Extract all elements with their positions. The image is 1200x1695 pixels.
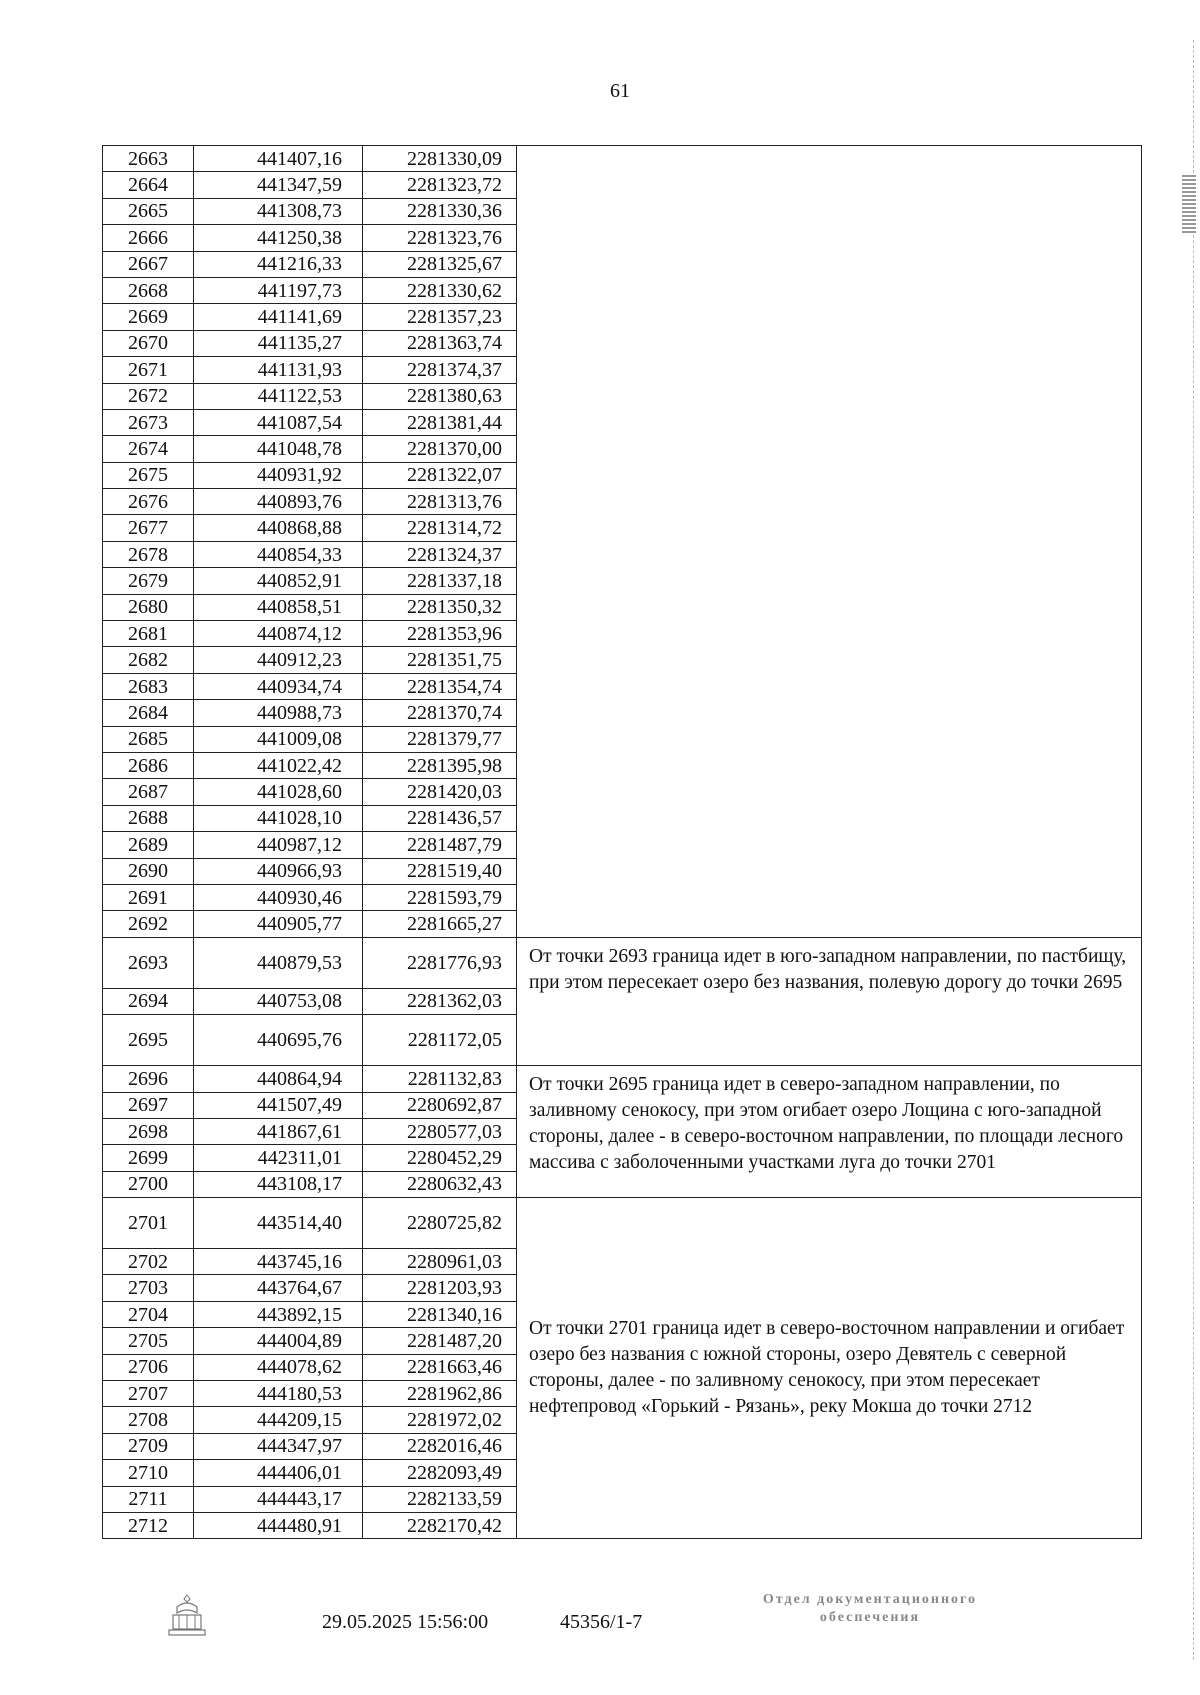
y-coordinate-cell: 2281436,57 (363, 805, 517, 831)
point-number-cell: 2691 (103, 884, 194, 910)
x-coordinate-cell: 441048,78 (194, 436, 363, 462)
x-coordinate-cell: 444209,15 (194, 1407, 363, 1433)
y-coordinate-cell: 2281663,46 (363, 1354, 517, 1380)
x-coordinate-cell: 440988,73 (194, 700, 363, 726)
footer-date: 29.05.2025 15:56:00 (322, 1611, 489, 1633)
point-number-cell: 2705 (103, 1328, 194, 1354)
boundary-description-cell: От точки 2693 граница идет в юго-западном направлении, по пастбищу, при этом пересекает озеро без названия, полевую дорогу до точки 2695 (517, 937, 1142, 1065)
x-coordinate-cell: 444443,17 (194, 1486, 363, 1512)
x-coordinate-cell: 440893,76 (194, 489, 363, 515)
x-coordinate-cell: 440987,12 (194, 832, 363, 858)
point-number-cell: 2703 (103, 1275, 194, 1301)
point-number-cell: 2680 (103, 594, 194, 620)
x-coordinate-cell: 441197,73 (194, 277, 363, 303)
x-coordinate-cell: 440966,93 (194, 858, 363, 884)
y-coordinate-cell: 2281962,86 (363, 1381, 517, 1407)
y-coordinate-cell: 2281776,93 (363, 937, 517, 988)
y-coordinate-cell: 2281370,74 (363, 700, 517, 726)
point-number-cell: 2689 (103, 832, 194, 858)
point-number-cell: 2675 (103, 462, 194, 488)
y-coordinate-cell: 2281353,96 (363, 621, 517, 647)
y-coordinate-cell: 2281395,98 (363, 752, 517, 778)
y-coordinate-cell: 2281313,76 (363, 489, 517, 515)
x-coordinate-cell: 440930,46 (194, 884, 363, 910)
point-number-cell: 2712 (103, 1512, 194, 1538)
y-coordinate-cell: 2281132,83 (363, 1066, 517, 1092)
y-coordinate-cell: 2282170,42 (363, 1512, 517, 1538)
point-number-cell: 2671 (103, 357, 194, 383)
point-number-cell: 2708 (103, 1407, 194, 1433)
point-number-cell: 2682 (103, 647, 194, 673)
x-coordinate-cell: 441122,53 (194, 383, 363, 409)
point-number-cell: 2672 (103, 383, 194, 409)
emblem-icon (165, 1593, 209, 1639)
point-number-cell: 2706 (103, 1354, 194, 1380)
x-coordinate-cell: 441022,42 (194, 752, 363, 778)
stamp-line-1: Отдел документационного (762, 1592, 978, 1607)
point-number-cell: 2707 (103, 1381, 194, 1407)
point-number-cell: 2700 (103, 1171, 194, 1197)
y-coordinate-cell: 2281330,62 (363, 277, 517, 303)
point-number-cell: 2664 (103, 172, 194, 198)
point-number-cell: 2665 (103, 198, 194, 224)
point-number-cell: 2668 (103, 277, 194, 303)
x-coordinate-cell: 444004,89 (194, 1328, 363, 1354)
x-coordinate-cell: 440753,08 (194, 988, 363, 1014)
y-coordinate-cell: 2281374,37 (363, 357, 517, 383)
point-number-cell: 2698 (103, 1118, 194, 1144)
coordinates-table (102, 145, 1142, 1539)
x-coordinate-cell: 440934,74 (194, 673, 363, 699)
stamp-line-2: обеспечения (819, 1610, 921, 1625)
boundary-description-cell: От точки 2695 граница идет в северо-западном направлении, по заливному сенокосу, при этом огибает озеро Лощина с юго-западной стороны, далее - в северо-восточном направлении, по площади лесного массива с заболоченными участками луга до точки 2701 (517, 1066, 1142, 1198)
x-coordinate-cell: 441216,33 (194, 251, 363, 277)
y-coordinate-cell: 2280725,82 (363, 1198, 517, 1249)
y-coordinate-cell: 2281330,36 (363, 198, 517, 224)
x-coordinate-cell: 443764,67 (194, 1275, 363, 1301)
point-number-cell: 2693 (103, 937, 194, 988)
point-number-cell: 2688 (103, 805, 194, 831)
y-coordinate-cell: 2281350,32 (363, 594, 517, 620)
table-row (103, 1198, 1142, 1249)
y-coordinate-cell: 2281519,40 (363, 858, 517, 884)
point-number-cell: 2687 (103, 779, 194, 805)
x-coordinate-cell: 444480,91 (194, 1512, 363, 1538)
scan-edge-block (1182, 175, 1196, 235)
point-number-cell: 2670 (103, 330, 194, 356)
y-coordinate-cell: 2280961,03 (363, 1249, 517, 1275)
y-coordinate-cell: 2280577,03 (363, 1118, 517, 1144)
y-coordinate-cell: 2281203,93 (363, 1275, 517, 1301)
x-coordinate-cell: 443892,15 (194, 1301, 363, 1327)
x-coordinate-cell: 443108,17 (194, 1171, 363, 1197)
x-coordinate-cell: 440864,94 (194, 1066, 363, 1092)
point-number-cell: 2676 (103, 489, 194, 515)
point-number-cell: 2704 (103, 1301, 194, 1327)
x-coordinate-cell: 440858,51 (194, 594, 363, 620)
x-coordinate-cell: 442311,01 (194, 1145, 363, 1171)
x-coordinate-cell: 444180,53 (194, 1381, 363, 1407)
x-coordinate-cell: 440854,33 (194, 541, 363, 567)
x-coordinate-cell: 440852,91 (194, 568, 363, 594)
x-coordinate-cell: 441028,60 (194, 779, 363, 805)
page-number: 61 (610, 80, 630, 102)
y-coordinate-cell: 2281420,03 (363, 779, 517, 805)
x-coordinate-cell: 443745,16 (194, 1249, 363, 1275)
point-number-cell: 2701 (103, 1198, 194, 1249)
y-coordinate-cell: 2281593,79 (363, 884, 517, 910)
table-row (103, 1066, 1142, 1092)
y-coordinate-cell: 2281172,05 (363, 1015, 517, 1066)
y-coordinate-cell: 2281323,72 (363, 172, 517, 198)
point-number-cell: 2696 (103, 1066, 194, 1092)
x-coordinate-cell: 440874,12 (194, 621, 363, 647)
x-coordinate-cell: 441131,93 (194, 357, 363, 383)
empty-description-cell (517, 146, 1142, 938)
department-stamp (735, 1591, 1005, 1627)
point-number-cell: 2684 (103, 700, 194, 726)
y-coordinate-cell: 2280632,43 (363, 1171, 517, 1197)
footer-doc-number: 45356/1-7 (560, 1611, 643, 1633)
point-number-cell: 2669 (103, 304, 194, 330)
x-coordinate-cell: 441135,27 (194, 330, 363, 356)
y-coordinate-cell: 2281363,74 (363, 330, 517, 356)
x-coordinate-cell: 440905,77 (194, 911, 363, 937)
y-coordinate-cell: 2281357,23 (363, 304, 517, 330)
point-number-cell: 2709 (103, 1433, 194, 1459)
y-coordinate-cell: 2281665,27 (363, 911, 517, 937)
x-coordinate-cell: 441141,69 (194, 304, 363, 330)
x-coordinate-cell: 441028,10 (194, 805, 363, 831)
point-number-cell: 2699 (103, 1145, 194, 1171)
y-coordinate-cell: 2282016,46 (363, 1433, 517, 1459)
x-coordinate-cell: 441250,38 (194, 225, 363, 251)
point-number-cell: 2673 (103, 409, 194, 435)
table-row (103, 146, 1142, 172)
point-number-cell: 2681 (103, 621, 194, 647)
point-number-cell: 2685 (103, 726, 194, 752)
y-coordinate-cell: 2281323,76 (363, 225, 517, 251)
y-coordinate-cell: 2281340,16 (363, 1301, 517, 1327)
x-coordinate-cell: 444406,01 (194, 1460, 363, 1486)
x-coordinate-cell: 440868,88 (194, 515, 363, 541)
point-number-cell: 2678 (103, 541, 194, 567)
coordinates-table-wrapper (102, 145, 1152, 1539)
y-coordinate-cell: 2281487,20 (363, 1328, 517, 1354)
y-coordinate-cell: 2281362,03 (363, 988, 517, 1014)
point-number-cell: 2677 (103, 515, 194, 541)
point-number-cell: 2683 (103, 673, 194, 699)
x-coordinate-cell: 440931,92 (194, 462, 363, 488)
point-number-cell: 2663 (103, 146, 194, 172)
point-number-cell: 2679 (103, 568, 194, 594)
x-coordinate-cell: 441407,16 (194, 146, 363, 172)
y-coordinate-cell: 2281972,02 (363, 1407, 517, 1433)
table-row (103, 937, 1142, 988)
y-coordinate-cell: 2282133,59 (363, 1486, 517, 1512)
point-number-cell: 2667 (103, 251, 194, 277)
y-coordinate-cell: 2281325,67 (363, 251, 517, 277)
x-coordinate-cell: 441507,49 (194, 1092, 363, 1118)
y-coordinate-cell: 2281370,00 (363, 436, 517, 462)
y-coordinate-cell: 2281351,75 (363, 647, 517, 673)
y-coordinate-cell: 2282093,49 (363, 1460, 517, 1486)
y-coordinate-cell: 2281487,79 (363, 832, 517, 858)
x-coordinate-cell: 441347,59 (194, 172, 363, 198)
x-coordinate-cell: 444347,97 (194, 1433, 363, 1459)
point-number-cell: 2694 (103, 988, 194, 1014)
x-coordinate-cell: 441009,08 (194, 726, 363, 752)
point-number-cell: 2674 (103, 436, 194, 462)
x-coordinate-cell: 444078,62 (194, 1354, 363, 1380)
point-number-cell: 2711 (103, 1486, 194, 1512)
y-coordinate-cell: 2281314,72 (363, 515, 517, 541)
point-number-cell: 2692 (103, 911, 194, 937)
x-coordinate-cell: 440912,23 (194, 647, 363, 673)
point-number-cell: 2666 (103, 225, 194, 251)
y-coordinate-cell: 2281322,07 (363, 462, 517, 488)
y-coordinate-cell: 2281380,63 (363, 383, 517, 409)
y-coordinate-cell: 2280452,29 (363, 1145, 517, 1171)
x-coordinate-cell: 443514,40 (194, 1198, 363, 1249)
point-number-cell: 2710 (103, 1460, 194, 1486)
point-number-cell: 2697 (103, 1092, 194, 1118)
y-coordinate-cell: 2281379,77 (363, 726, 517, 752)
scan-edge-marks (1185, 40, 1194, 1660)
y-coordinate-cell: 2281324,37 (363, 541, 517, 567)
point-number-cell: 2695 (103, 1015, 194, 1066)
point-number-cell: 2686 (103, 752, 194, 778)
y-coordinate-cell: 2281354,74 (363, 673, 517, 699)
y-coordinate-cell: 2281330,09 (363, 146, 517, 172)
x-coordinate-cell: 441087,54 (194, 409, 363, 435)
x-coordinate-cell: 440695,76 (194, 1015, 363, 1066)
x-coordinate-cell: 440879,53 (194, 937, 363, 988)
point-number-cell: 2702 (103, 1249, 194, 1275)
y-coordinate-cell: 2281381,44 (363, 409, 517, 435)
y-coordinate-cell: 2281337,18 (363, 568, 517, 594)
x-coordinate-cell: 441308,73 (194, 198, 363, 224)
x-coordinate-cell: 441867,61 (194, 1118, 363, 1144)
y-coordinate-cell: 2280692,87 (363, 1092, 517, 1118)
boundary-description-cell: От точки 2701 граница идет в северо-восточном направлении и огибает озеро без названия с южной стороны, озеро Девятель с северной стороны, далее - по заливному сенокосу, при этом пересекает нефтепровод «Горький - Рязань», реку Мокша до точки 2712 (517, 1198, 1142, 1539)
point-number-cell: 2690 (103, 858, 194, 884)
